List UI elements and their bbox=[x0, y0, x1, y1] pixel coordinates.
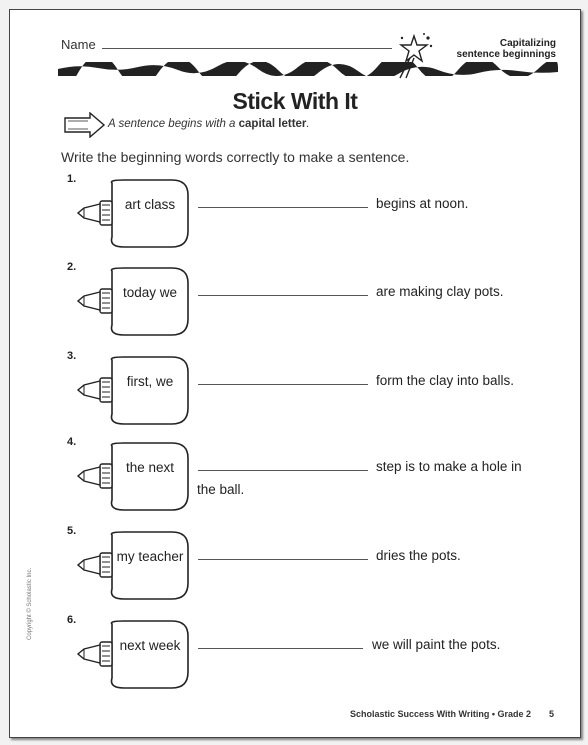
tip-prefix: A sentence begins with a bbox=[108, 118, 239, 130]
sentence-ending: begins at noon. bbox=[376, 196, 469, 211]
page-number: 5 bbox=[548, 709, 554, 719]
glue-bottle-icon bbox=[64, 265, 194, 337]
answer-line[interactable] bbox=[198, 295, 368, 296]
copyright-text: Copyright © Scholastic Inc. bbox=[27, 567, 33, 640]
item-number: 3. bbox=[67, 350, 77, 362]
item-2 bbox=[10, 261, 580, 341]
answer-line[interactable] bbox=[198, 207, 368, 208]
answer-line[interactable] bbox=[198, 384, 368, 385]
item-6 bbox=[10, 614, 580, 694]
bottle-text: the next bbox=[125, 460, 175, 475]
item-1 bbox=[10, 173, 580, 253]
bottle-text: art class bbox=[124, 197, 176, 212]
worksheet-page bbox=[9, 9, 581, 738]
sentence-ending: step is to make a hole in bbox=[376, 459, 522, 474]
item-number: 4. bbox=[67, 436, 77, 448]
answer-line[interactable] bbox=[198, 559, 368, 560]
item-number: 2. bbox=[67, 261, 77, 273]
item-number: 1. bbox=[67, 173, 77, 185]
bottle-text: today we bbox=[122, 285, 178, 300]
glue-bottle-icon bbox=[64, 354, 194, 426]
bottle-text: my teacher bbox=[116, 549, 184, 564]
bottle-text: first, we bbox=[126, 374, 174, 389]
bottle-text: next week bbox=[119, 638, 181, 653]
item-number: 5. bbox=[67, 525, 77, 537]
glue-bottle-icon bbox=[64, 618, 194, 690]
instructions: Write the beginning words correctly to make a sentence. bbox=[61, 149, 410, 165]
item-5 bbox=[10, 525, 580, 605]
name-label: Name bbox=[61, 37, 96, 52]
glue-bottle-icon bbox=[64, 177, 194, 249]
topic-label bbox=[457, 38, 556, 60]
topic-line-2: sentence beginnings bbox=[456, 49, 556, 60]
item-3 bbox=[10, 350, 580, 430]
glue-bottle-icon bbox=[64, 440, 194, 512]
sentence-ending: are making clay pots. bbox=[376, 284, 504, 299]
header-rule bbox=[58, 62, 558, 76]
answer-line[interactable] bbox=[198, 470, 368, 471]
page-title: Stick With It bbox=[232, 88, 358, 114]
footer-text: Scholastic Success With Writing • Grade 2 bbox=[350, 709, 531, 719]
sentence-ending: we will paint the pots. bbox=[372, 637, 501, 652]
glue-bottle-icon bbox=[64, 529, 194, 601]
sentence-ending: dries the pots. bbox=[376, 548, 461, 563]
item-number: 6. bbox=[67, 614, 77, 626]
topic-line-1: Capitalizing bbox=[499, 38, 556, 49]
tip-text bbox=[108, 118, 310, 130]
tip-emphasis: capital letter bbox=[238, 118, 307, 130]
item-4 bbox=[10, 436, 580, 516]
answer-line[interactable] bbox=[198, 648, 363, 649]
tip-suffix: . bbox=[306, 118, 310, 130]
sentence-ending: form the clay into balls. bbox=[376, 373, 515, 388]
name-field-line[interactable] bbox=[102, 48, 392, 49]
arrow-icon bbox=[62, 112, 106, 138]
sentence-ending-continued: the ball. bbox=[197, 482, 245, 497]
